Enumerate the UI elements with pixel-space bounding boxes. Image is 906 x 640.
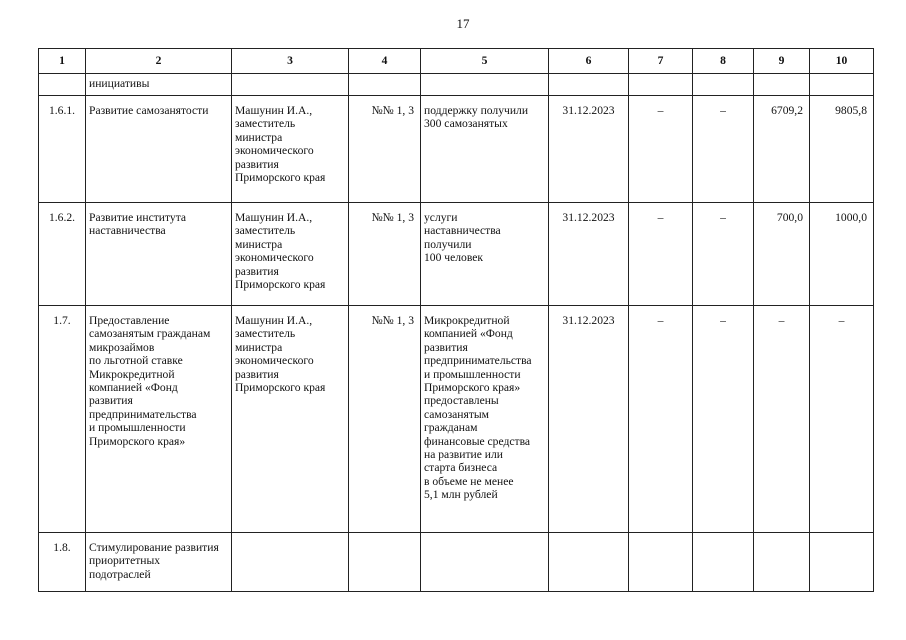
cell-col10 [810, 533, 874, 592]
cell-result [421, 533, 549, 592]
cell-col8: – [693, 306, 754, 533]
cell-name: Развитие института наставничества [86, 203, 232, 306]
column-header: 1 [39, 49, 86, 74]
cell-responsible [232, 533, 349, 592]
cell-name: Стимулирование развития приоритетных подотраслей [86, 533, 232, 592]
cell-col10: – [810, 306, 874, 533]
cell-tasks: №№ 1, 3 [349, 96, 421, 203]
cell-name: Развитие самозанятости [86, 96, 232, 203]
table-row [39, 306, 874, 533]
cell-col9: – [754, 306, 810, 533]
cell-col7: – [629, 203, 693, 306]
cell-name: Предоставление самозанятым гражданам микрозаймов по льготной ставке Микрокредитной компанией «Фонд развития предпринимательства и промышленности Приморского края» [86, 306, 232, 533]
column-header: 8 [693, 49, 754, 74]
table-row [39, 203, 874, 306]
cell-responsible: Машунин И.А., заместитель министра экономического развития Приморского края [232, 306, 349, 533]
cell-number [39, 74, 86, 96]
cell-col10: 9805,8 [810, 96, 874, 203]
cell-responsible: Машунин И.А., заместитель министра экономического развития Приморского края [232, 203, 349, 306]
cell-result: услуги наставничества получили 100 человек [421, 203, 549, 306]
cell-deadline [549, 74, 629, 96]
cell-col9: 6709,2 [754, 96, 810, 203]
plan-table [38, 48, 874, 592]
cell-result: поддержку получили 300 самозанятых [421, 96, 549, 203]
cell-col8: – [693, 96, 754, 203]
cell-col9: 700,0 [754, 203, 810, 306]
page-number: 17 [456, 16, 470, 31]
cell-col7 [629, 74, 693, 96]
cell-number: 1.7. [39, 306, 86, 533]
cell-deadline: 31.12.2023 [549, 306, 629, 533]
column-header: 2 [86, 49, 232, 74]
cell-col7 [629, 533, 693, 592]
column-header: 4 [349, 49, 421, 74]
cell-col8 [693, 533, 754, 592]
column-header: 6 [549, 49, 629, 74]
cell-tasks: №№ 1, 3 [349, 306, 421, 533]
column-header: 3 [232, 49, 349, 74]
cell-name: инициативы [86, 74, 232, 96]
cell-tasks [349, 533, 421, 592]
column-header: 5 [421, 49, 549, 74]
cell-col10: 1000,0 [810, 203, 874, 306]
cell-number: 1.8. [39, 533, 86, 592]
table-row [39, 96, 874, 203]
cell-col8: – [693, 203, 754, 306]
table-row-continuation [39, 74, 874, 96]
cell-deadline: 31.12.2023 [549, 96, 629, 203]
cell-result: Микрокредитной компанией «Фонд развития предпринимательства и промышленности Приморского края» предоставлены самозанятым гражданам финансовые средства на развитие или старта бизнеса в объеме не менее 5,1 млн рублей [421, 306, 549, 533]
cell-deadline: 31.12.2023 [549, 203, 629, 306]
cell-col7: – [629, 306, 693, 533]
cell-col9 [754, 533, 810, 592]
cell-col7: – [629, 96, 693, 203]
cell-responsible [232, 74, 349, 96]
table-row [39, 533, 874, 592]
cell-number: 1.6.2. [39, 203, 86, 306]
cell-col8 [693, 74, 754, 96]
cell-col9 [754, 74, 810, 96]
cell-deadline [549, 533, 629, 592]
column-header: 10 [810, 49, 874, 74]
cell-number: 1.6.1. [39, 96, 86, 203]
cell-tasks: №№ 1, 3 [349, 203, 421, 306]
cell-tasks [349, 74, 421, 96]
cell-col10 [810, 74, 874, 96]
cell-responsible: Машунин И.А., заместитель министра экономического развития Приморского края [232, 96, 349, 203]
column-header: 7 [629, 49, 693, 74]
column-header: 9 [754, 49, 810, 74]
cell-result [421, 74, 549, 96]
table-header-row [39, 49, 874, 74]
